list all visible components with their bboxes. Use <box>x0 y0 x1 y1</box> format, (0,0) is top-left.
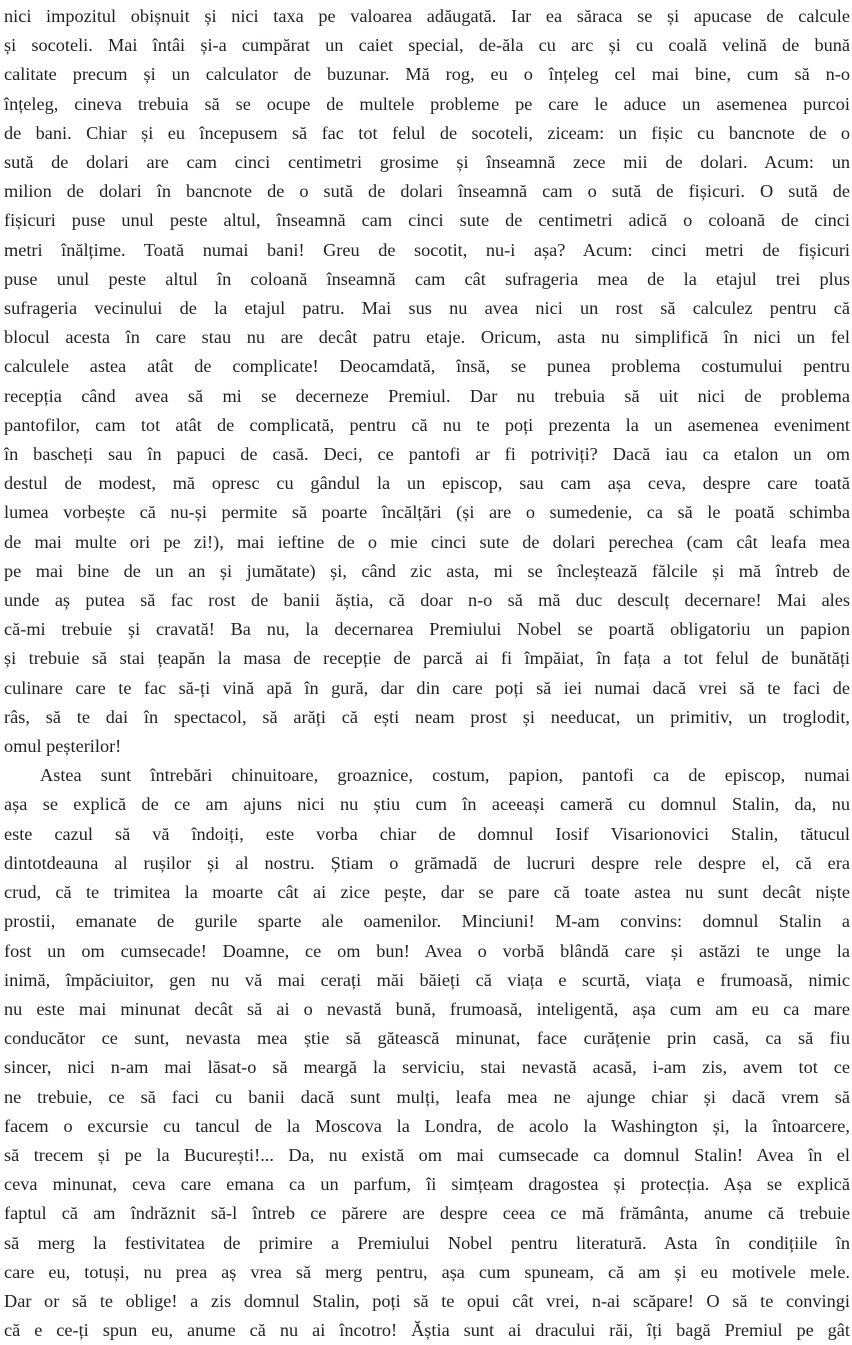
text-line: râs, să te dai în spectacol, să arăți că ești neam prost și needucat, un primitiv, un troglodit, <box>4 706 850 727</box>
text-line: prostii, emanate de gurile sparte ale oamenilor. Minciuni! M-am convins: domnul Stalin a <box>4 911 850 932</box>
text-line: culinare care te fac să-ți vină apă în gură, dar din care poți să iei numai dacă vrei să te faci de <box>4 677 850 698</box>
text-line: dintotdeauna al rușilor și al nostru. Știam o grămadă de lucruri despre rele despre el, că era <box>4 852 850 873</box>
text-line: metri înălțime. Toată numai bani! Greu de socotit, nu-i așa? Acum: cinci metri de fișicuri <box>4 239 850 260</box>
text-line: crud, că te trimitea la moarte cât ai zice pește, dar se pare că toate astea nu sunt decât niște <box>4 882 850 903</box>
text-line: fișicuri puse unul peste altul, înseamnă cam cinci sute de centimetri adică o coloană de cinci <box>4 210 850 231</box>
text-line: conducător ce sunt, nevasta mea știe să gătească minunat, face curățenie prin casă, ca să fiu <box>4 1028 850 1049</box>
text-line: să merg la festivitatea de primire a Premiului Nobel pentru literatură. Asta în condițiile în <box>4 1232 850 1253</box>
text-line: de mai multe ori pe zi!), mai ieftine de o mie cinci sute de dolari perechea (cam cât leafa mea <box>4 531 850 552</box>
text-line: calculele astea atât de complicate! Deocamdată, însă, se punea problema costumului pentru <box>4 356 850 377</box>
text-line: faptul că am îndrăznit să-l întreb ce părere are despre ceea ce mă frământa, anume că trebuie <box>4 1203 850 1224</box>
text-line: este cazul să vă îndoiți, este vorba chiar de domnul Iosif Visarionovici Stalin, tătucul <box>4 823 850 844</box>
text-line: inimă, împăciuitor, gen nu vă mai cerați măi băieți că viața e scurtă, viața e frumoasă, nimic <box>4 969 850 990</box>
text-line: sufrageria vecinului de la etajul patru. Mai sus nu avea nici un rost să calculez pentru că <box>4 298 850 319</box>
text-line: pantofilor, cam tot atât de complicată, pentru că nu te poți prezenta la un asemenea eveniment <box>4 414 850 435</box>
text-line: nu este mai minunat decât să ai o nevastă bună, frumoasă, inteligentă, așa cum am eu ca mare <box>4 998 850 1019</box>
text-line: lumea vorbește că nu-și permite să poarte încălțări (și are o sumedenie, ca să le poată schimba <box>4 502 850 523</box>
paragraph-1 <box>4 2 850 761</box>
text-line: pe mai bine de un an și jumătate) și, când zic asta, mi se încleștează fălcile și mă întreb de <box>4 560 850 581</box>
text-line: calitate precum și un calculator de buzunar. Mă rog, eu o înțeleg cel mai bine, cum să n-o <box>4 64 850 85</box>
text-line: că-mi trebuie și cravată! Ba nu, la decernarea Premiului Nobel se poartă obligatoriu un papion <box>4 619 850 640</box>
text-line: înțeleg, cineva trebuia să se ocupe de multele probleme pe care le aduce un asemenea purcoi <box>4 93 850 114</box>
text-line: sută de dolari are cam cinci centimetri grosime și înseamnă zece mii de dolari. Acum: un <box>4 152 850 173</box>
text-line: puse unul peste altul în coloană înseamnă cam cât sufrageria mea de la etajul trei plus <box>4 268 850 289</box>
text-line: sincer, nici n-am mai lăsat-o să meargă la serviciu, stai nevastă acasă, i-am zis, avem tot ce <box>4 1057 850 1078</box>
text-line: destul de modest, mă opresc cu gândul la un episcop, sau cam așa ceva, despre care toată <box>4 473 850 494</box>
text-line: nici impozitul obișnuit și nici taxa pe valoarea adăugată. Iar ea săraca se și apucase de calcule <box>4 6 850 26</box>
text-line: facem o excursie cu tancul de la Moscova la Londra, de acolo la Washington și, la întoarcere, <box>4 1115 850 1136</box>
document-page <box>4 2 850 1345</box>
text-line: să trecem și pe la București!... Da, nu există om mai cumsecade ca domnul Stalin! Avea în el <box>4 1144 850 1165</box>
text-line: și trebuie să stai țeapăn la masa de recepție de parcă ai fi împăiat, în fața a tot felul de bunătăți <box>4 648 850 669</box>
text-line: de bani. Chiar și eu începusem să fac tot felul de socoteli, ziceam: un fișic cu bancnote de o <box>4 122 850 143</box>
text-line: că e ce-ți spun eu, anume că nu ai încotro! Ăștia sunt ai dracului răi, îți bagă Premiul pe gât <box>4 1320 850 1341</box>
text-line: omul peșterilor! <box>4 736 122 757</box>
text-line: ne trebuie, ce să faci cu banii dacă sunt mulți, leafa mea ne ajunge chiar și dacă vrem să <box>4 1086 850 1107</box>
text-line: care eu, totuși, nu prea aș vrea să merg pentru, așa cum spuneam, că am și eu motivele mele. <box>4 1261 850 1282</box>
text-line: fost un om cumsecade! Doamne, ce om bun! Avea o vorbă blândă care și astăzi te unge la <box>4 940 850 961</box>
text-line: recepția când avea să mi se decerneze Premiul. Dar nu trebuia să uit nici de problema <box>4 385 850 406</box>
text-line: milion de dolari în bancnote de o sută de dolari înseamnă cam o sută de fișicuri. O sută de <box>4 181 850 202</box>
paragraph-2 <box>4 761 850 1345</box>
text-line: Dar or să te oblige! a zis domnul Stalin, poți să te opui cât vrei, n-ai scăpare! O să te convingi <box>4 1290 850 1311</box>
text-line: unde aș putea să fac rost de banii ăștia, că doar n-o să mă duc desculț decernare! Mai ales <box>4 590 850 611</box>
text-line: blocul acesta în care stau nu are decât patru etaje. Oricum, asta nu simplifică în nici un fel <box>4 327 850 348</box>
text-line: și socoteli. Mai întâi și-a cumpărat un caiet special, de-ăla cu arc și cu coală velină de bună <box>4 35 850 56</box>
text-line: Astea sunt întrebări chinuitoare, groaznice, costum, papion, pantofi ca de episcop, numai <box>40 765 850 786</box>
text-line: ceva minunat, ceva care emana ca un parfum, îi simțeam dragostea și protecția. Așa se explică <box>4 1174 850 1195</box>
text-line: în bascheți sau în papuci de casă. Deci, ce pantofi ar fi potriviți? Dacă iau ca etalon un om <box>4 444 850 465</box>
text-line: așa se explică de ce am ajuns nici nu știu cum în aceeași cameră cu domnul Stalin, da, nu <box>4 794 850 815</box>
